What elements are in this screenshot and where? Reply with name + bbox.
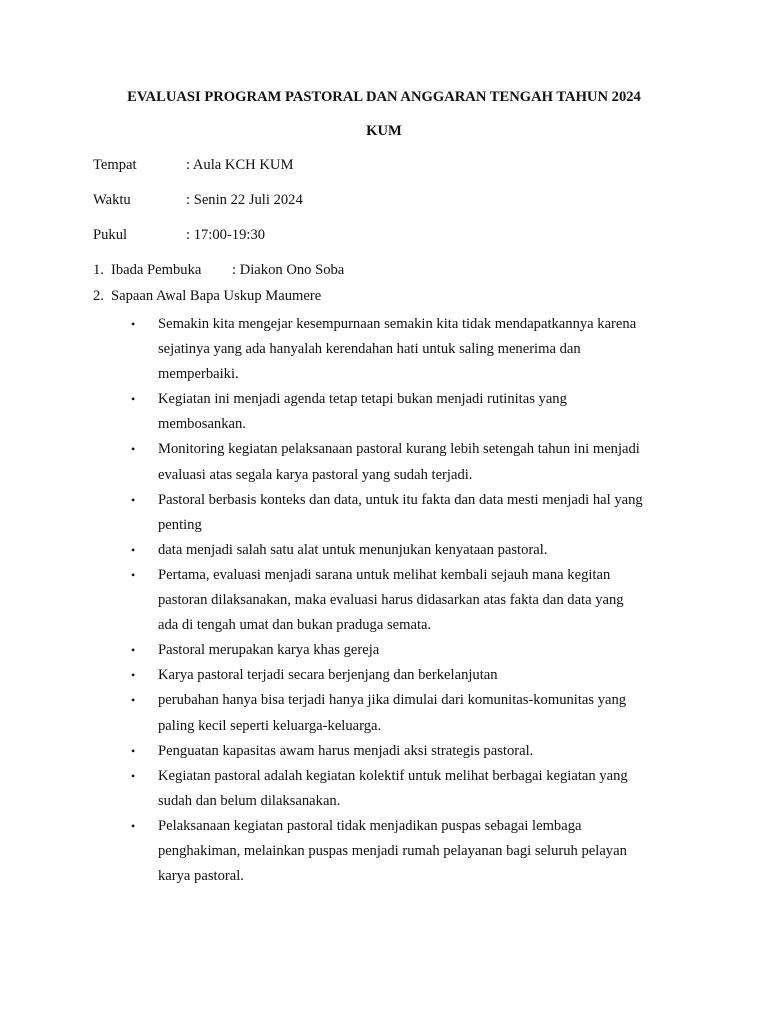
bullet-item bbox=[0, 488, 678, 538]
bullet-item bbox=[0, 739, 678, 764]
bullet-item bbox=[0, 764, 678, 814]
bullet-item bbox=[0, 312, 678, 387]
bullet-icon: • bbox=[131, 492, 136, 507]
bullet-text-line: ada di tengah umat dan bukan praduga semata. bbox=[158, 617, 432, 634]
bullet-icon: • bbox=[131, 743, 136, 758]
agenda-text: Ibada Pembuka bbox=[111, 262, 202, 278]
bullet-text-line: membosankan. bbox=[158, 416, 246, 433]
bullet-icon: • bbox=[131, 567, 136, 582]
bullet-icon: • bbox=[131, 392, 136, 407]
document-title-continued: KUM bbox=[366, 123, 402, 139]
tempat-label: Tempat bbox=[93, 157, 137, 173]
bullet-text-line: Monitoring kegiatan pelaksanaan pastoral kurang lebih setengah tahun ini menjadi bbox=[158, 441, 640, 458]
pukul-label: Pukul bbox=[93, 227, 128, 243]
bullet-item bbox=[0, 663, 678, 688]
bullet-icon: • bbox=[131, 442, 136, 457]
bullet-icon: • bbox=[131, 643, 136, 658]
agenda-number: 1. bbox=[93, 262, 104, 278]
bullet-text-line: evaluasi atas segala karya pastoral yang sudah terjadi. bbox=[158, 466, 473, 483]
bullet-text-line: sejatinya yang ada hanyalah kerendahan hati untuk saling menerima dan bbox=[158, 341, 581, 358]
bullet-icon: • bbox=[131, 668, 136, 683]
bullet-text-line: Semakin kita mengejar kesempurnaan semakin kita tidak mendapatkannya karena bbox=[158, 316, 637, 332]
bullet-text-line: Pastoral berbasis konteks dan data, untuk itu fakta dan data mesti menjadi hal yang bbox=[158, 491, 643, 508]
bullet-icon: • bbox=[131, 818, 136, 833]
tempat-value: : Aula KCH KUM bbox=[186, 157, 294, 173]
bullet-item bbox=[0, 688, 678, 738]
waktu-label: Waktu bbox=[93, 192, 131, 208]
bullet-item bbox=[0, 538, 678, 563]
bullet-text-line: perubahan hanya bisa terjadi hanya jika dimulai dari komunitas-komunitas yang bbox=[158, 692, 627, 709]
waktu-value: : Senin 22 Juli 2024 bbox=[186, 192, 303, 208]
bullet-text-line: sudah dan belum dilaksanakan. bbox=[158, 792, 341, 809]
bullet-text-line: penting bbox=[158, 516, 202, 533]
bullet-text-line: Karya pastoral terjadi secara berjenjang dan berkelanjutan bbox=[158, 667, 498, 684]
bullet-text-line: Kegiatan pastoral adalah kegiatan kolektif untuk melihat berbagai kegiatan yang bbox=[158, 767, 628, 784]
bullet-icon: • bbox=[131, 693, 136, 708]
bullet-item bbox=[0, 563, 678, 638]
bullet-icon: • bbox=[131, 768, 136, 783]
bullet-text-line: Pastoral merupakan karya khas gereja bbox=[158, 642, 380, 659]
bullet-text-line: karya pastoral. bbox=[158, 868, 244, 885]
agenda-number: 2. bbox=[93, 288, 104, 304]
bullet-text-line: paling kecil seperti keluarga-keluarga. bbox=[158, 717, 382, 734]
pukul-value: : 17:00-19:30 bbox=[186, 227, 266, 243]
bullet-text-line: Penguatan kapasitas awam harus menjadi aksi strategis pastoral. bbox=[158, 742, 534, 759]
bullet-list bbox=[0, 312, 768, 889]
bullet-icon: • bbox=[131, 542, 136, 557]
bullet-item bbox=[0, 638, 678, 663]
bullet-text-line: data menjadi salah satu alat untuk menunjukan kenyataan pastoral. bbox=[158, 541, 548, 558]
bullet-item bbox=[0, 437, 678, 487]
bullet-item bbox=[0, 814, 678, 889]
bullet-text-line: penghakiman, melainkan puspas menjadi rumah pelayanan bagi seluruh pelayan bbox=[158, 842, 627, 859]
bullet-text-line: pastoran dilaksanakan, maka evaluasi harus didasarkan atas fakta dan data yang bbox=[158, 592, 624, 609]
bullet-text-line: Pelaksanaan kegiatan pastoral tidak menjadikan puspas sebagai lembaga bbox=[158, 817, 582, 834]
bullet-item bbox=[0, 387, 678, 437]
bullet-text-line: Pertama, evaluasi menjadi sarana untuk melihat kembali sejauh mana kegitan bbox=[158, 566, 611, 583]
agenda-detail: : Diakon Ono Soba bbox=[232, 262, 345, 278]
document-title: EVALUASI PROGRAM PASTORAL DAN ANGGARAN TENGAH TAHUN 2024 bbox=[127, 89, 641, 105]
bullet-icon: • bbox=[131, 317, 136, 331]
agenda-text: Sapaan Awal Bapa Uskup Maumere bbox=[111, 288, 322, 304]
bullet-text-line: memperbaiki. bbox=[158, 366, 239, 383]
bullet-text-line: Kegiatan ini menjadi agenda tetap tetapi bukan menjadi rutinitas yang bbox=[158, 391, 567, 408]
